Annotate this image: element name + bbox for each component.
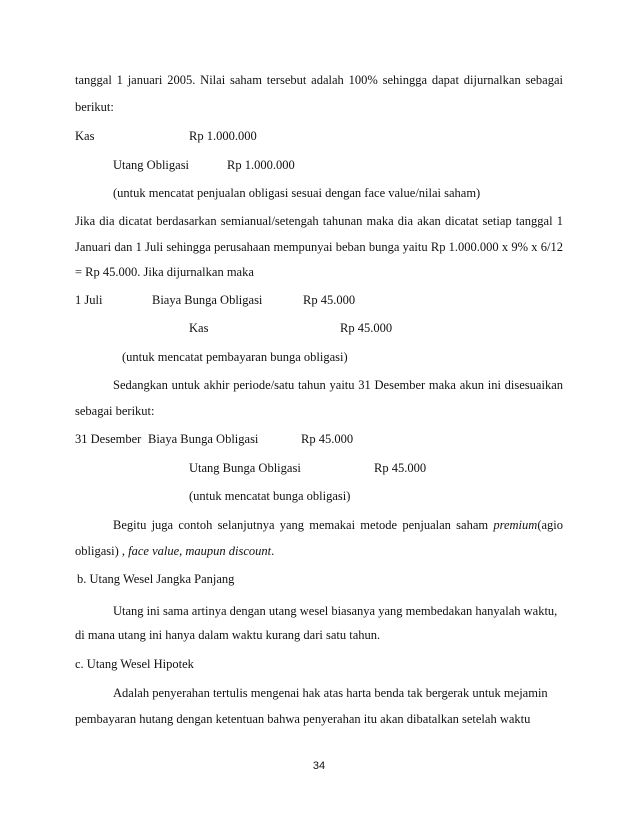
journal-debit-account: Kas bbox=[75, 129, 95, 143]
journal-note: (untuk mencatat pembayaran bunga obligasi) bbox=[122, 350, 348, 364]
paragraph-line: berikut: bbox=[75, 100, 114, 114]
paragraph-line bbox=[113, 517, 563, 533]
italic-term: premium bbox=[493, 518, 538, 532]
journal-note: (untuk mencatat bunga obligasi) bbox=[189, 489, 351, 503]
paragraph-line: pembayaran hutang dengan ketentuan bahwa penyerahan itu akan dibatalkan setelah waktu bbox=[75, 712, 531, 726]
paragraph-line: Januari dan 1 Juli sehingga perusahaan mempunyai beban bunga yaitu Rp 1.000.000 x 9% x 6/12 bbox=[75, 240, 563, 254]
journal-debit-account: Biaya Bunga Obligasi bbox=[152, 293, 263, 307]
paragraph-line: Jika dia dicatat berdasarkan semianual/setengah tahunan maka dia akan dicatat setiap tanggal 1 bbox=[75, 214, 563, 228]
journal-note: (untuk mencatat penjualan obligasi sesuai dengan face value/nilai saham) bbox=[113, 186, 481, 200]
journal-credit-account: Kas bbox=[189, 321, 209, 335]
paragraph-line: sebagai berikut: bbox=[75, 404, 155, 418]
journal-debit-amount: Rp 45.000 bbox=[303, 293, 356, 307]
journal-date: 1 Juli bbox=[75, 293, 103, 307]
journal-credit-amount: Rp 45.000 bbox=[374, 461, 427, 475]
text-run: . bbox=[271, 544, 275, 558]
paragraph-line: Utang ini sama artinya dengan utang wesel biasanya yang membedakan hanyalah waktu, bbox=[113, 604, 558, 618]
paragraph-line: tanggal 1 januari 2005. Nilai saham tersebut adalah 100% sehingga dapat dijurnalkan sebagai bbox=[75, 73, 563, 87]
paragraph-line bbox=[75, 543, 274, 559]
paragraph-line: Adalah penyerahan tertulis mengenai hak atas harta benda tak bergerak untuk mejamin bbox=[113, 686, 548, 700]
text-run: (agio bbox=[537, 518, 563, 532]
journal-date: 31 Desember bbox=[75, 432, 142, 446]
journal-credit-amount: Rp 1.000.000 bbox=[227, 158, 295, 172]
paragraph-line: di mana utang ini hanya dalam waktu kurang dari satu tahun. bbox=[75, 628, 381, 642]
italic-term: face value, maupun discount bbox=[128, 544, 272, 558]
journal-debit-account: Biaya Bunga Obligasi bbox=[148, 432, 259, 446]
journal-debit-amount: Rp 45.000 bbox=[301, 432, 354, 446]
journal-debit-amount: Rp 1.000.000 bbox=[189, 129, 257, 143]
paragraph-line: Sedangkan untuk akhir periode/satu tahun yaitu 31 Desember maka akun ini disesuaikan bbox=[113, 378, 563, 392]
section-heading: b. Utang Wesel Jangka Panjang bbox=[77, 572, 235, 586]
text-run: Begitu juga contoh selanjutnya yang memakai metode penjualan saham bbox=[113, 518, 489, 532]
journal-credit-account: Utang Obligasi bbox=[113, 158, 190, 172]
journal-credit-account: Utang Bunga Obligasi bbox=[189, 461, 301, 475]
paragraph-line: = Rp 45.000. Jika dijurnalkan maka bbox=[75, 265, 254, 279]
text-run: obligasi) , bbox=[75, 544, 125, 558]
journal-credit-amount: Rp 45.000 bbox=[340, 321, 393, 335]
page-number: 34 bbox=[312, 760, 326, 772]
section-heading: c. Utang Wesel Hipotek bbox=[75, 657, 194, 671]
